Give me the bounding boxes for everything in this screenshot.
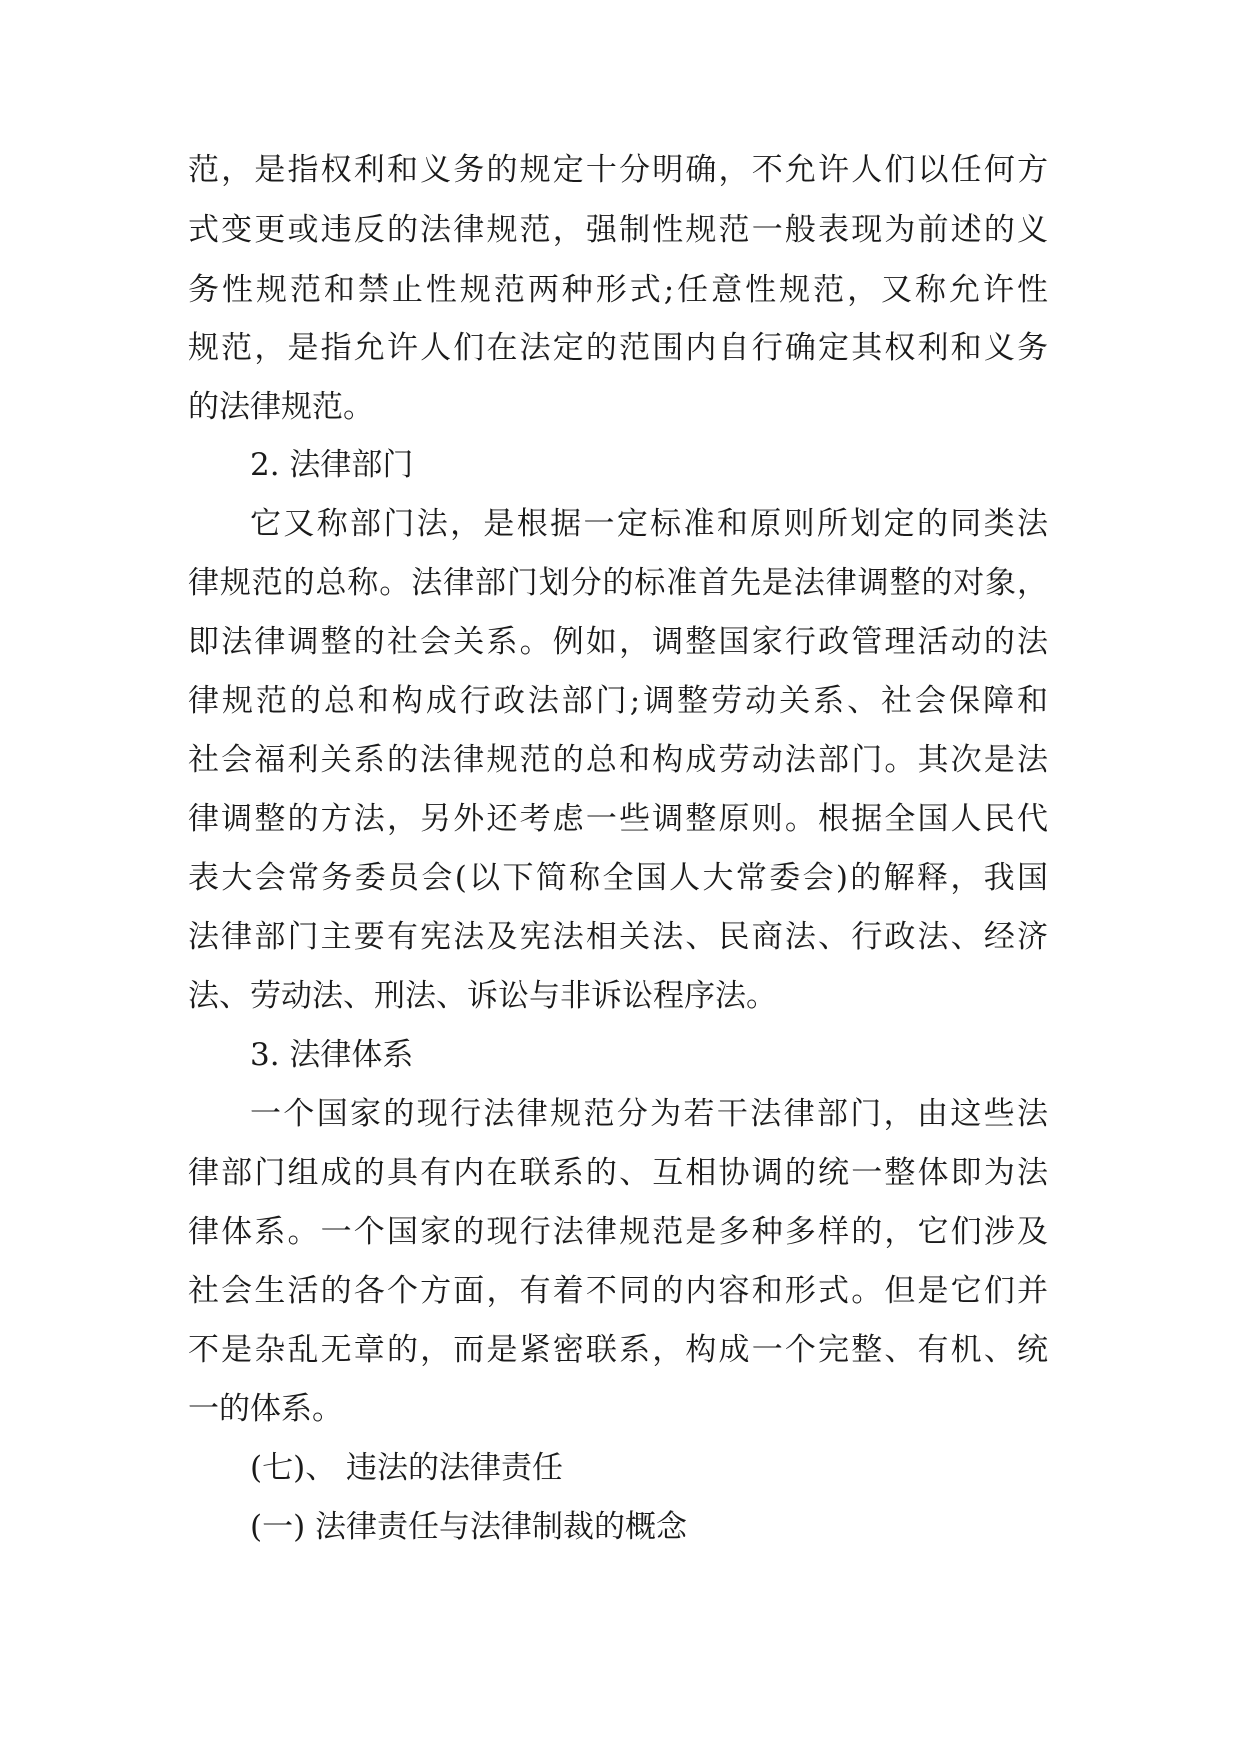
paragraph-line: 法律部门主要有宪法及宪法相关法、民商法、行政法、经济	[188, 919, 1048, 955]
paragraph-line: 规范，是指允许人们在法定的范围内自行确定其权利和义务	[188, 330, 1048, 366]
paragraph-line: 律部门组成的具有内在联系的、互相协调的统一整体即为法	[188, 1155, 1048, 1191]
paragraph-line: 式变更或违反的法律规范，强制性规范一般表现为前述的义	[188, 212, 1048, 248]
paragraph-line: 律规范的总和构成行政法部门;调整劳动关系、社会保障和	[188, 683, 1048, 719]
section-heading: 2. 法律部门	[250, 447, 414, 483]
paragraph-line: 律调整的方法，另外还考虑一些调整原则。根据全国人民代	[188, 801, 1048, 837]
paragraph-line: 的法律规范。	[188, 389, 374, 425]
section-heading: 3. 法律体系	[250, 1037, 414, 1073]
paragraph-line: 律体系。一个国家的现行法律规范是多种多样的，它们涉及	[188, 1214, 1048, 1250]
paragraph-line: 社会生活的各个方面，有着不同的内容和形式。但是它们并	[188, 1273, 1048, 1309]
section-heading: (七)、 违法的法律责任	[250, 1450, 564, 1486]
paragraph-line: 不是杂乱无章的，而是紧密联系，构成一个完整、有机、统	[188, 1332, 1048, 1368]
paragraph-line: 律规范的总称。法律部门划分的标准首先是法律调整的对象，	[188, 565, 1048, 601]
paragraph-line: 一个国家的现行法律规范分为若干法律部门，由这些法	[250, 1096, 1048, 1132]
paragraph-line: 一的体系。	[188, 1391, 343, 1427]
section-heading: (一) 法律责任与法律制裁的概念	[250, 1509, 688, 1545]
paragraph-line: 即法律调整的社会关系。例如，调整国家行政管理活动的法	[188, 624, 1048, 660]
paragraph-line: 务性规范和禁止性规范两种形式;任意性规范，又称允许性	[188, 272, 1048, 308]
paragraph-line: 范，是指权利和义务的规定十分明确，不允许人们以任何方	[188, 152, 1048, 188]
paragraph-line: 它又称部门法，是根据一定标准和原则所划定的同类法	[250, 506, 1048, 542]
paragraph-line: 社会福利关系的法律规范的总和构成劳动法部门。其次是法	[188, 742, 1048, 778]
paragraph-line: 表大会常务委员会(以下简称全国人大常委会)的解释，我国	[188, 860, 1048, 896]
paragraph-line: 法、劳动法、刑法、诉讼与非诉讼程序法。	[188, 978, 777, 1014]
